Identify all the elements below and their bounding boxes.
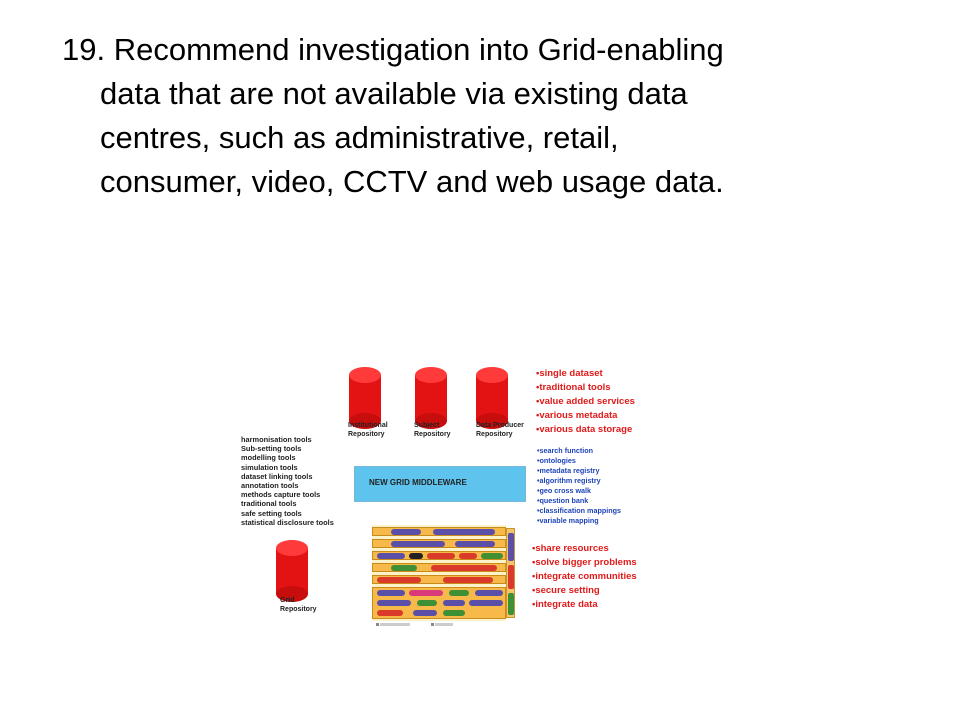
stack-sidebar-graphic [506,528,515,618]
feature-item: •variable mapping [537,516,599,525]
grid-benefits-list [532,542,637,612]
feature-item: •search function [537,446,594,455]
feature-item: •single dataset [536,368,603,379]
repo-label-line1: Data Producer [476,422,524,429]
grid-repository-cylinder-icon [276,540,308,602]
benefit-item: •share resources [532,543,609,554]
tool-item: dataset linking tools [241,471,313,481]
feature-item: •geo cross walk [537,486,592,495]
feature-item: •various metadata [536,410,618,421]
feature-item: •traditional tools [536,382,611,393]
repo-label-line2: Repository [414,431,451,438]
feature-item: •various data storage [536,424,633,435]
item-number: 19. [62,32,106,67]
middleware-features-list [537,446,621,526]
repo-label-line2: Repository [348,431,385,438]
heading-text-1: Recommend investigation into Grid-enabling [113,32,724,67]
repo-label-line1: Subject [414,422,440,429]
subject-repository-cylinder-icon [415,367,447,429]
stack-layer [372,587,506,619]
heading-line-4: consumer, video, CCTV and web usage data. [100,164,724,199]
stack-layer [372,551,506,560]
stack-legend-graphic [376,623,453,627]
stack-layer [372,527,506,536]
slide-heading [62,28,922,204]
heading-line-1 [62,28,922,72]
data-producer-repository-cylinder-icon [476,367,508,429]
middleware-label: NEW GRID MIDDLEWARE [369,478,467,487]
repo-label-line1: Institutional [348,422,388,429]
current-features-list [536,367,635,437]
repo-label-line1: Grid [280,597,295,604]
subject-repository-label [414,421,451,439]
benefit-item: •solve bigger problems [532,557,637,568]
middleware-box [354,466,526,502]
architecture-stack-graphic [372,525,506,621]
tool-item: methods capture tools [241,490,321,500]
tool-item: annotation tools [241,481,299,491]
benefit-item: •integrate data [532,599,598,610]
feature-item: •value added services [536,396,635,407]
heading-line-2: data that are not available via existing data [100,76,688,111]
feature-item: •classification mappings [537,506,621,515]
tool-item: traditional tools [241,499,297,509]
repo-label-line2: Repository [476,431,513,438]
grid-repository-label [280,596,317,614]
feature-item: •algorithm registry [537,476,601,485]
stack-layer [372,575,506,584]
feature-item: •metadata registry [537,466,600,475]
benefit-item: •secure setting [532,585,600,596]
stack-layer [372,539,506,548]
feature-item: •ontologies [537,456,576,465]
tool-item: safe setting tools [241,508,302,518]
tool-item: simulation tools [241,462,298,472]
feature-item: •question bank [537,496,589,505]
grid-diagram [236,360,676,640]
stack-layer [372,563,506,572]
repo-label-line2: Repository [280,606,317,613]
heading-line-3: centres, such as administrative, retail, [100,120,619,155]
benefit-item: •integrate communities [532,571,637,582]
tool-item: modelling tools [241,453,296,463]
tools-list [241,435,334,527]
institutional-repository-cylinder-icon [349,367,381,429]
tool-item: Sub-setting tools [241,444,302,454]
tool-item: statistical disclosure tools [241,517,334,527]
institutional-repository-label [348,421,388,439]
tool-item: harmonisation tools [241,435,312,444]
data-producer-repository-label [476,421,524,439]
